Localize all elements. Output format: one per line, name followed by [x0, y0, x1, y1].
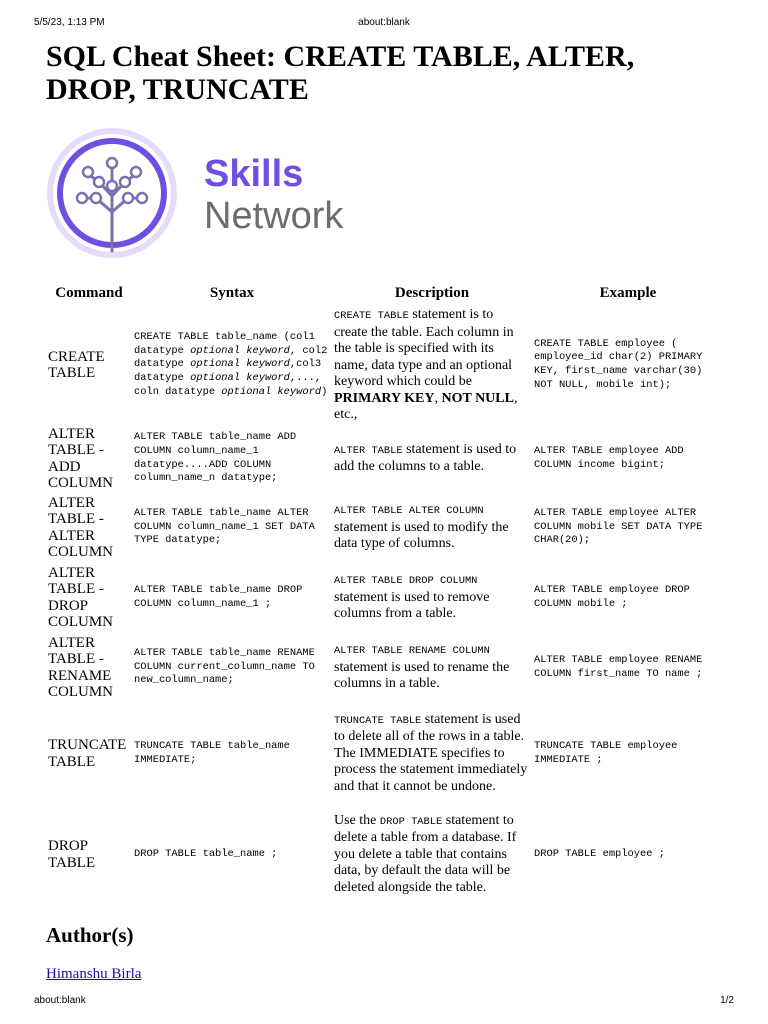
description-cell: ALTER TABLE RENAME COLUMN statement is used to rename the columns in a table. [334, 645, 510, 692]
skills-network-logo [46, 126, 430, 268]
table-header-row [46, 283, 724, 306]
table-row [46, 493, 724, 563]
command-cell: ALTER TABLE - ADD COLUMN [48, 425, 114, 491]
command-cell: TRUNCATE TABLE [48, 737, 127, 770]
syntax-cell: ALTER TABLE table_name ALTER COLUMN column_name_1 SET DATA TYPE datatype; [134, 506, 315, 547]
example-cell: ALTER TABLE employee ADD COLUMN income bigint; [534, 444, 684, 471]
syntax-cell: DROP TABLE table_name ; [134, 847, 278, 860]
col-header-description: Description [394, 285, 470, 301]
col-header-example: Example [599, 285, 657, 301]
syntax-cell: ALTER TABLE table_name ADD COLUMN column_name_1 datatype....ADD COLUMN column_name_n datatype; [134, 430, 297, 485]
page-number: 1/2 [720, 995, 734, 1006]
author-link[interactable]: Himanshu Birla [46, 966, 142, 982]
example-cell: CREATE TABLE employee ( employee_id char(2) PRIMARY KEY, first_name varchar(30) NOT NULL, mobile int); [534, 337, 703, 392]
table-row [46, 703, 724, 805]
author-heading: Author(s) [46, 923, 134, 947]
syntax-cell: ALTER TABLE table_name DROP COLUMN column_name_1 ; [134, 583, 303, 610]
description-cell: ALTER TABLE statement is used to add the columns to a table. [334, 441, 517, 474]
table-row [46, 425, 724, 493]
tree-logo-icon [46, 126, 188, 268]
description-cell: CREATE TABLE statement is to create the table. Each column in the table is specified with its name, data type and an optional keyword which could be PRIMARY KEY, NOT NULL, etc., [334, 307, 518, 422]
print-header [34, 17, 734, 31]
print-url: about:blank [358, 17, 410, 28]
page-title: SQL Cheat Sheet: CREATE TABLE, ALTER, DROP, TRUNCATE [46, 40, 635, 106]
command-cell: ALTER TABLE - DROP COLUMN [48, 564, 114, 630]
print-footer [34, 995, 734, 1009]
command-cell: CREATE TABLE [48, 348, 105, 382]
syntax-cell: CREATE TABLE table_name (col1 datatype optional keyword, col2 datatype optional keyword,col3 datatype optional keyword,..., coln datatype optional keyword) [134, 330, 328, 398]
logo-word-network: Network [204, 195, 344, 237]
cheat-sheet-table [46, 283, 724, 905]
description-cell: ALTER TABLE DROP COLUMN statement is used to remove columns from a table. [334, 575, 490, 622]
col-header-command: Command [55, 285, 123, 301]
description-cell: TRUNCATE TABLE statement is used to delete all of the rows in a table. The IMMEDIATE specifies to process the statement immediately and that it cannot be undone. [334, 711, 528, 794]
col-header-syntax: Syntax [209, 285, 255, 301]
command-cell: ALTER TABLE - ALTER COLUMN [48, 494, 114, 560]
example-cell: TRUNCATE TABLE employee IMMEDIATE ; [534, 739, 678, 766]
example-cell: ALTER TABLE employee ALTER COLUMN mobile SET DATA TYPE CHAR(20); [534, 506, 703, 547]
command-cell: DROP TABLE [48, 838, 96, 871]
table-row [46, 563, 724, 633]
command-cell: ALTER TABLE - RENAME COLUMN [48, 634, 114, 700]
table-row [46, 805, 724, 905]
print-datetime: 5/5/23, 1:13 PM [34, 17, 105, 28]
syntax-cell: ALTER TABLE table_name RENAME COLUMN current_column_name TO new_column_name; [134, 646, 315, 687]
footer-url: about:blank [34, 995, 86, 1006]
syntax-cell: TRUNCATE TABLE table_name IMMEDIATE; [134, 739, 290, 766]
description-cell: Use the DROP TABLE statement to delete a table from a database. If you delete a table that contains data, by default the data will be deleted alongside the table. [334, 812, 517, 895]
example-cell: DROP TABLE employee ; [534, 847, 665, 860]
description-cell: ALTER TABLE ALTER COLUMN statement is used to modify the data type of columns. [334, 505, 509, 552]
table-row [46, 306, 724, 425]
logo-word-skills: Skills [204, 153, 304, 195]
table-row [46, 633, 724, 703]
example-cell: ALTER TABLE employee RENAME COLUMN first_name TO name ; [534, 653, 703, 680]
example-cell: ALTER TABLE employee DROP COLUMN mobile ; [534, 583, 690, 610]
